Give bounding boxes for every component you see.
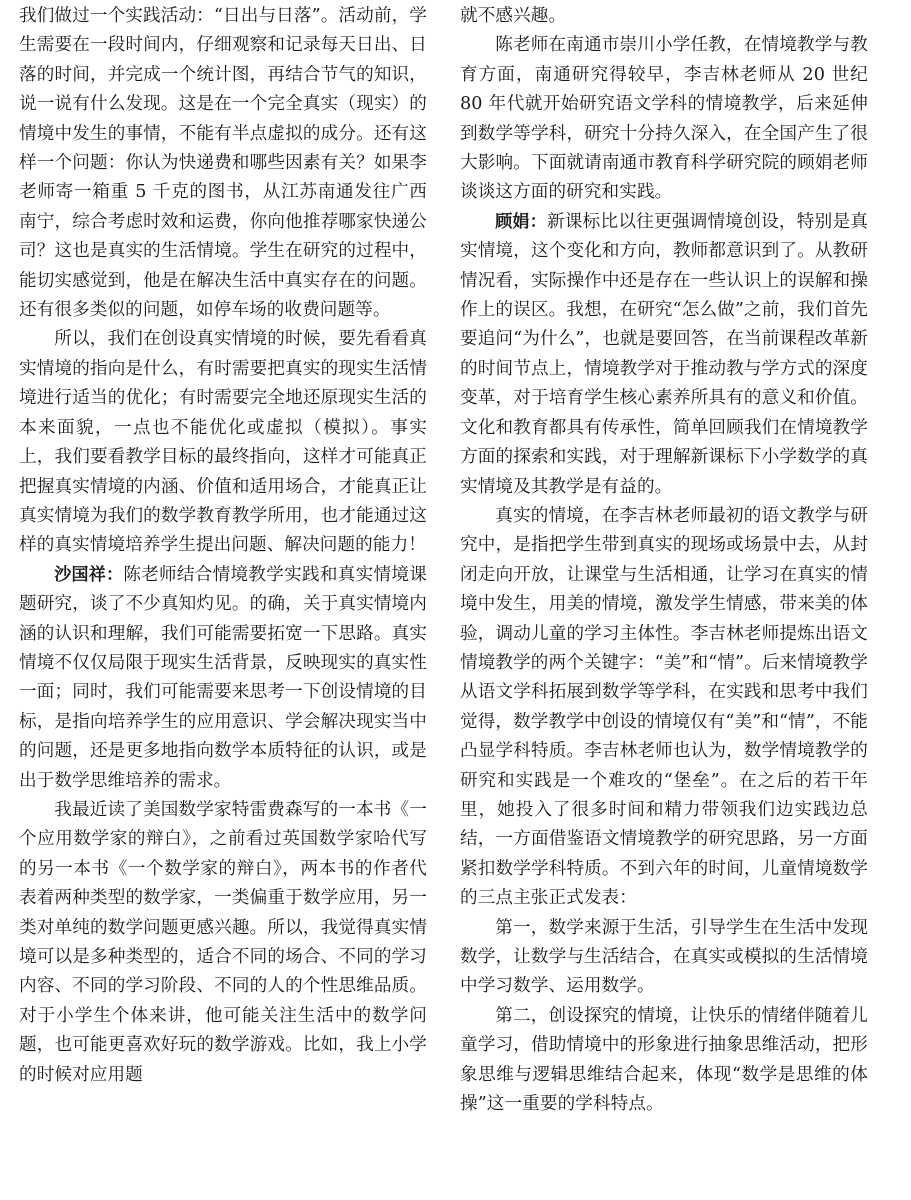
paragraph: 陈老师在南通市崇川小学任教，在情境教学与教育方面，南通研究得较早，李吉林老师从 20 世纪 80 年代就开始研究语文学科的情境教学，后来延伸到数学等学科，研究十分持久深入，在全国产生了很大影响。下面就请南通市教育科学研究院的顾娟老师谈谈这方面的研究和实践。 [460,35,868,203]
right-column [460,2,868,1119]
paragraph-sha-guoxiang [19,561,427,796]
paragraph: 第二，创设探究的情境，让快乐的情绪伴随着儿童学习，借助情境中的形象进行抽象思维活动，把形象思维与逻辑思维结合起来，体现“数学是思维的体操”这一重要的学科特点。 [460,1005,868,1115]
paragraph-text: 新课标比以往更强调情境创设，特别是真实情境，这个变化和方向，教师都意识到了。从教研情况看，实际操作中还是存在一些认识上的误解和操作上的误区。我想，在研究“怎么做”之前，我们首先要追问“为什么”，也就是要回答，在当前课程改革新的时间节点上，情境教学对于推动教与学方式的深度变革，对于培育学生核心素养所具有的意义和价值。文化和教育都具有传承性，简单回顾我们在情境教学方面的探索和实践，对于理解新课标下小学数学的真实情境及其教学是有益的。 [460,211,868,497]
paragraph: 第一，数学来源于生活，引导学生在生活中发现数学，让数学与生活结合，在真实或模拟的生活情境中学习数学、运用数学。 [460,917,868,997]
speaker-label: 顾娟： [495,211,547,232]
left-column [19,2,427,1090]
paragraph-continuation: 就不感兴趣。 [460,6,567,26]
paragraph-text: 陈老师结合情境教学实践和真实情境课题研究，谈了不少真知灼见。的确，关于真实情境内涵的认识和理解，我们可能需要拓宽一下思路。真实情境不仅仅局限于现实生活背景，反映现实的真实性一面；同时，我们可能需要来思考一下创设情境的目标，是指向培养学生的应用意识、学会解决现实当中的问题，还是更多地指向数学本质特征的认识，或是出于数学思维培养的需求。 [19,564,427,791]
paragraph: 我们做过一个实践活动：“日出与日落”。活动前，学生需要在一段时间内，仔细观察和记录每天日出、日落的时间，并完成一个统计图，再结合节气的知识，说一说有什么发现。这是在一个完全真实（现实）的情境中发生的事情，不能有半点虚拟的成分。还有这样一个问题：你认为快递费和哪些因素有关？如果李老师寄一箱重 5 千克的图书，从江苏南通发往广西南宁，综合考虑时效和运费，你向他推荐哪家快递公司？这也是真实的生活情境。学生在研究的过程中，能切实感觉到，他是在解决生活中真实存在的问题。还有很多类似的问题，如停车场的收费问题等。 [19,6,427,321]
paragraph: 所以，我们在创设真实情境的时候，要先看看真实情境的指向是什么，有时需要把真实的现实生活情境进行适当的优化；有时需要完全地还原现实生活的本来面貌，一点也不能优化或虚拟（模拟）。事实上，我们要看教学目标的最终指向，这样才可能真正把握真实情境的内涵、价值和适用场合，才能真正让真实情境为我们的数学教育教学所用，也才能通过这样的真实情境培养学生提出问题、解决问题的能力！ [19,329,427,556]
paragraph-gu-juan [460,208,868,502]
paragraph: 我最近读了美国数学家特雷费森写的一本书《一个应用数学家的辩白》，之前看过英国数学家哈代写的另一本书《一个数学家的辩白》，两本书的作者代表着两种类型的数学家，一类偏重于数学应用，另一类对单纯的数学问题更感兴趣。所以，我觉得真实情境可以是多种类型的，适合不同的场合、不同的学习内容、不同的学习阶段、不同的人的个性思维品质。对于小学生个体来讲，他可能关注生活中的数学问题，也可能更喜欢好玩的数学游戏。比如，我上小学的时候对应用题 [19,799,427,1085]
speaker-label: 沙国祥： [54,564,124,585]
paragraph: 真实的情境，在李吉林老师最初的语文教学与研究中，是指把学生带到真实的现场或场景中去，从封闭走向开放，让课堂与生活相通，让学习在真实的情境中发生，用美的情境，激发学生情感，带来美的体验，调动儿童的学习主体性。李吉林老师提炼出语文情境教学的两个关键字：“美”和“情”。后来情境教学从语文学科拓展到数学等学科，在实践和思考中我们觉得，数学教学中创设的情境仅有“美”和“情”，不能凸显学科特质。李吉林老师也认为，数学情境教学的研究和实践是一个难攻的“堡垒”。在之后的若干年里，她投入了很多时间和精力带领我们边实践边总结，一方面借鉴语文情境教学的研究思路，另一方面紧扣数学学科特质。不到六年的时间，儿童情境数学的三点主张正式发表： [460,505,868,909]
